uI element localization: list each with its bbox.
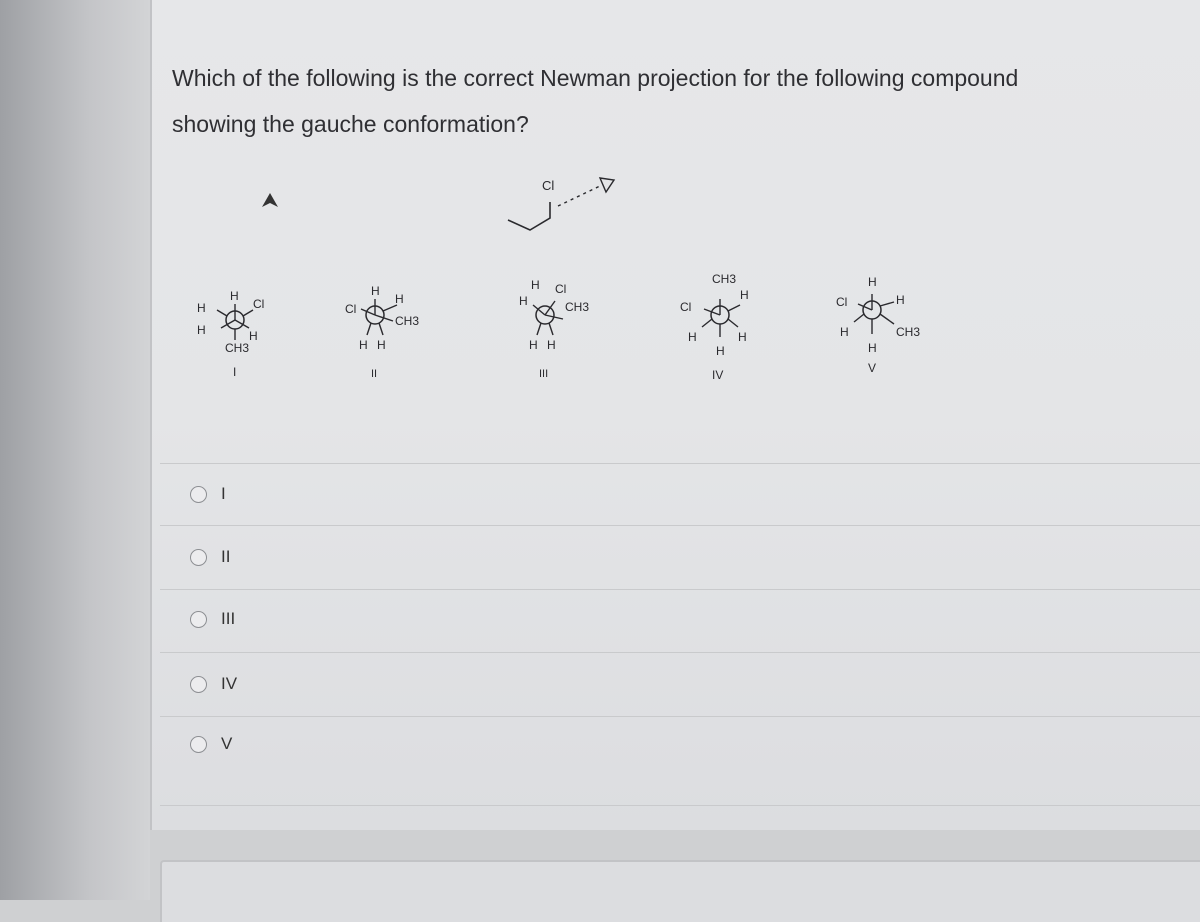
substituent-label: H	[519, 294, 528, 308]
projection-numeral-v: V	[868, 361, 877, 375]
substituent-label: Cl	[345, 302, 357, 316]
options-top-divider	[160, 463, 1200, 464]
substituent-label: H	[371, 284, 380, 298]
substituent-label: H	[359, 338, 368, 352]
projection-numeral-ii: II	[371, 368, 378, 380]
newman-projection-iv	[680, 272, 749, 382]
projection-numeral-iv: IV	[712, 368, 724, 382]
option-label-iii: III	[221, 609, 236, 628]
substituent-label: CH3	[225, 341, 250, 355]
substituent-label: CH3	[712, 272, 737, 286]
next-card-edge	[160, 860, 1200, 922]
substituent-label: CH3	[565, 300, 590, 314]
substituent-label: H	[740, 288, 749, 302]
option-iii[interactable]	[190, 604, 235, 634]
substituent-label: H	[896, 293, 905, 307]
projection-numeral-iii: III	[539, 368, 549, 380]
substituent-label: H	[738, 330, 747, 344]
newman-projection-i	[197, 289, 264, 379]
substituent-label: H	[688, 330, 697, 344]
substituent-label: H	[197, 301, 206, 315]
substituent-label: Cl	[555, 282, 567, 296]
substituent-label: H	[377, 338, 386, 352]
radio-button-v[interactable]	[190, 736, 207, 753]
substituent-label: Cl	[680, 300, 692, 314]
question-line-2: showing the gauche conformation?	[172, 111, 529, 137]
substituent-label: CH3	[395, 314, 420, 328]
option-label-iv: IV	[221, 674, 238, 693]
option-label-v: V	[221, 734, 233, 753]
substituent-label: Cl	[836, 295, 848, 309]
substituent-label: H	[868, 341, 877, 355]
substituent-label: H	[249, 329, 258, 343]
substituent-label: H	[531, 278, 540, 292]
substituent-label: H	[840, 325, 849, 339]
projection-numeral-i: I	[233, 365, 237, 379]
radio-button-ii[interactable]	[190, 549, 207, 566]
options-divider	[160, 525, 1200, 526]
substituent-label: CH3	[896, 325, 921, 339]
substituent-label: H	[529, 338, 538, 352]
options-divider	[160, 652, 1200, 653]
substituent-label: H	[197, 323, 206, 337]
substituent-label: H	[868, 275, 877, 289]
newman-projection-iii	[519, 278, 589, 380]
option-label-i: I	[221, 484, 226, 503]
option-iv[interactable]	[190, 669, 237, 699]
substituent-label: H	[547, 338, 556, 352]
photo-edge-left	[0, 0, 150, 900]
option-ii[interactable]	[190, 542, 230, 572]
option-label-ii: II	[221, 547, 231, 566]
options-divider	[160, 716, 1200, 717]
substituent-label: H	[716, 344, 725, 358]
radio-button-iii[interactable]	[190, 611, 207, 628]
radio-button-iv[interactable]	[190, 676, 207, 693]
options-bottom-divider	[160, 805, 1200, 806]
substituent-label: H	[230, 289, 239, 303]
substituent-label: H	[395, 292, 404, 306]
radio-button-i[interactable]	[190, 486, 207, 503]
substituent-label: Cl	[253, 297, 265, 311]
options-divider	[160, 589, 1200, 590]
newman-projection-v	[836, 275, 920, 375]
question-text	[172, 55, 1172, 147]
newman-projections	[150, 160, 1200, 400]
option-v[interactable]	[190, 729, 232, 759]
question-line-1: Which of the following is the correct Newman projection for the following compound	[172, 65, 1019, 91]
option-i[interactable]	[190, 479, 226, 509]
compound-cl-label: Cl	[542, 178, 555, 193]
newman-projection-ii	[345, 284, 419, 380]
